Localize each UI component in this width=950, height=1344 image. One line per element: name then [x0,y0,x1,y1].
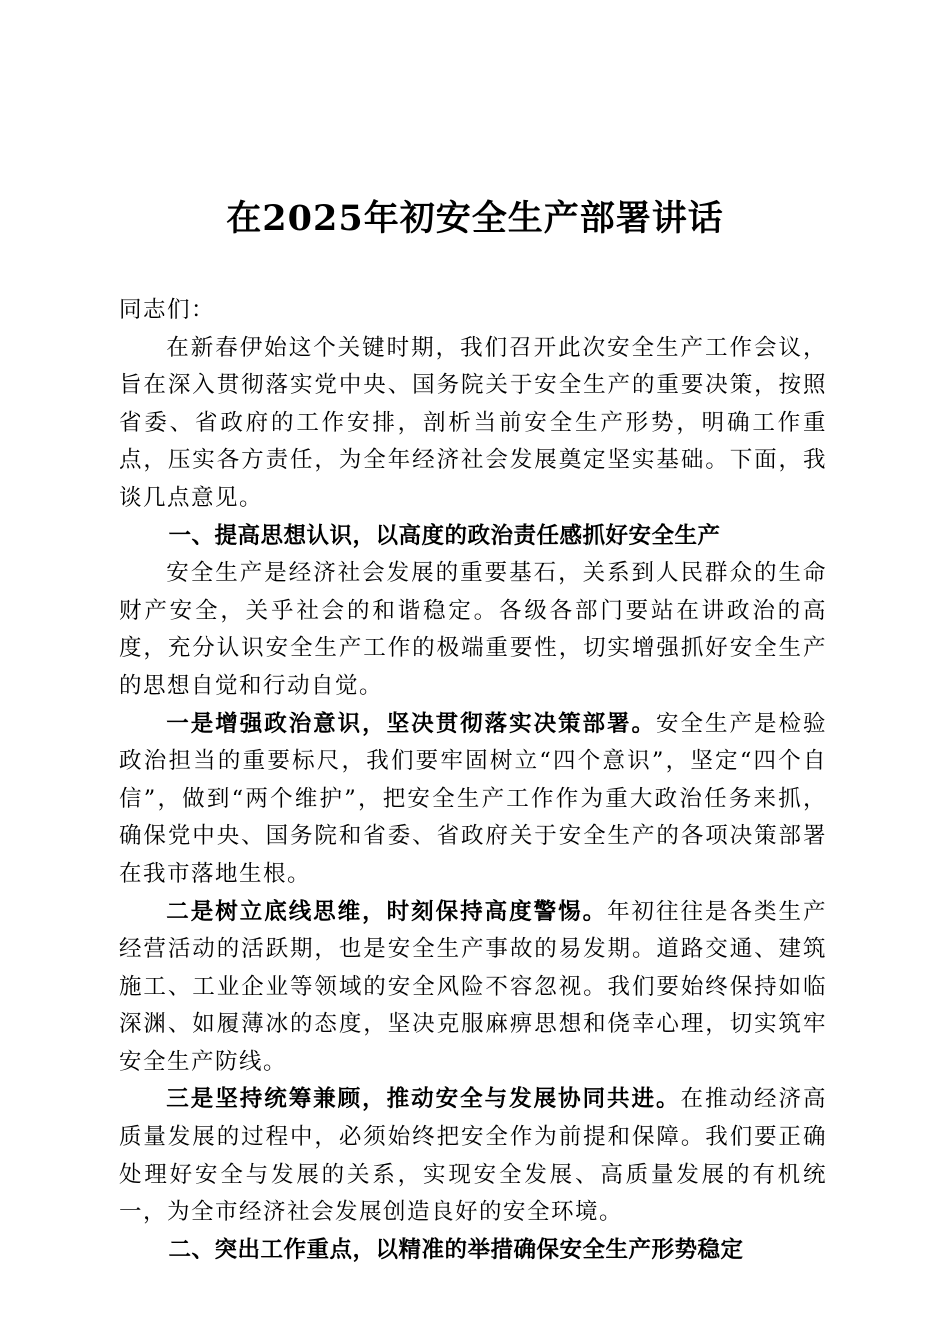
intro-paragraph: 在新春伊始这个关键时期，我们召开此次安全生产工作会议，旨在深入贯彻落实党中央、国务院关于安全生产的重要决策，按照省委、省政府的工作安排，剖析当前安全生产形势，明确工作重点，压实各方责任，为全年经济社会发展奠定坚实基础。下面，我谈几点意见。 [119,334,827,511]
document-body [119,292,827,1269]
point-3-paragraph [119,1081,827,1231]
point-2-lead: 二是树立底线思维，时刻保持高度警惕。 [166,898,608,925]
section-2-heading: 二、突出工作重点，以精准的举措确保安全生产形势稳定 [168,1236,744,1263]
point-1-lead: 一是增强政治意识，坚决贯彻落实决策部署。 [166,710,657,737]
section-1-heading: 一、提高思想认识，以高度的政治责任感抓好安全生产 [168,522,721,549]
point-2-paragraph [119,894,827,1082]
point-2-text: 年初往往是各类生产经营活动的活跃期，也是安全生产事故的易发期。道路交通、建筑施工、工业企业等领域的安全风险不容忽视。我们要始终保持如临深渊、如履薄冰的态度，坚决克服麻痹思想和侥幸心理，切实筑牢安全生产防线。 [119,898,827,1075]
point-1-paragraph [119,706,827,894]
point-3-lead: 三是坚持统筹兼顾，推动安全与发展协同共进。 [166,1086,681,1113]
point-1-text: 安全生产是检验政治担当的重要标尺，我们要牢固树立“四个意识”，坚定“四个自信”，做到“两个维护”，把安全生产工作作为重大政治任务来抓，确保党中央、国务院和省委、省政府关于安全生产的各项决策部署在我市落地生根。 [119,710,827,887]
section-1-paragraph: 安全生产是经济社会发展的重要基石，关系到人民群众的生命财产安全，关乎社会的和谐稳定。各级各部门要站在讲政治的高度，充分认识安全生产工作的极端重要性，切实增强抓好安全生产的思想自觉和行动自觉。 [119,560,827,699]
point-3-text: 在推动经济高质量发展的过程中，必须始终把安全作为前提和保障。我们要正确处理好安全与发展的关系，实现安全发展、高质量发展的有机统一，为全市经济社会发展创造良好的安全环境。 [119,1086,827,1226]
document-title: 在2025年初安全生产部署讲话 [226,198,724,239]
salutation: 同志们： [119,297,216,323]
